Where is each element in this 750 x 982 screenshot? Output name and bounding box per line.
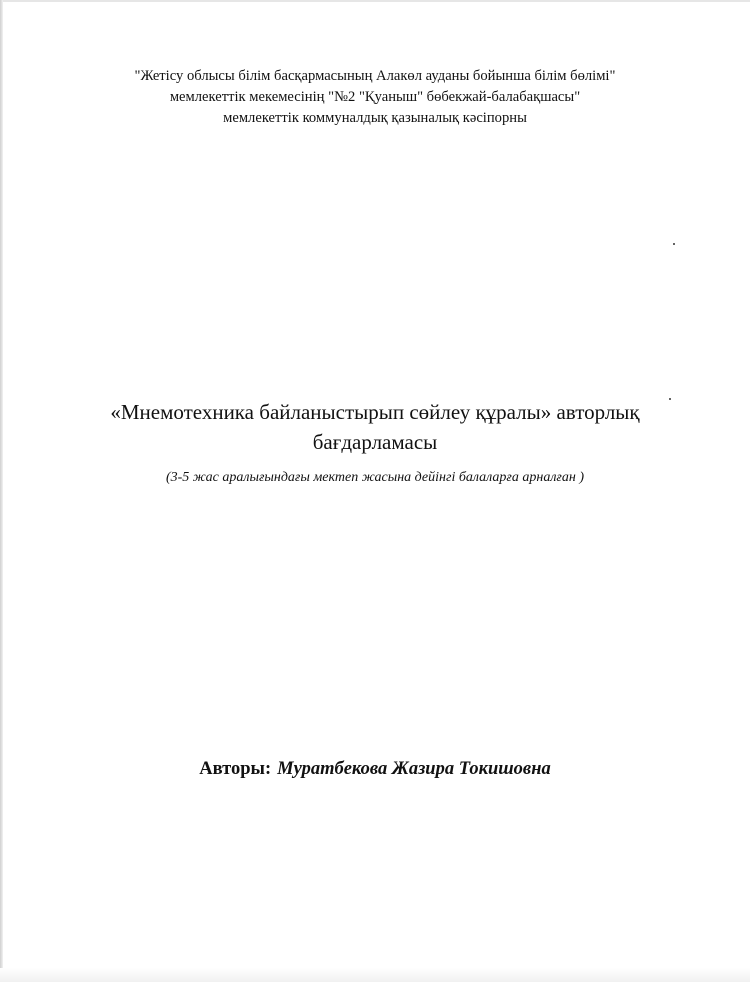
header-line-2: мемлекеттік мекемесінің "№2 "Қуаныш" бөбекжай-балабақшасы": [169, 89, 581, 105]
title-line-2: бағдарламасы: [312, 430, 438, 454]
authors-line: [60, 756, 690, 782]
page-left-edge: [0, 0, 3, 982]
header-line-1: "Жетісу облысы білім басқармасының Алакөл ауданы бойынша білім бөлімі": [134, 68, 616, 84]
page-bottom-edge: [0, 968, 750, 982]
title-line-1: «Мнемотехника байланыстырып сөйлеу құралы» авторлық: [110, 400, 640, 424]
authors-label: Авторы:: [199, 759, 272, 779]
program-subtitle: (3-5 жас аралығындағы мектеп жасына дейінгі балаларға арналған ): [165, 470, 585, 485]
scan-speck: [673, 243, 675, 245]
page-top-edge: [0, 0, 750, 2]
author-name: Муратбекова Жазира Токишовна: [277, 759, 551, 779]
header-line-3: мемлекеттік коммуналдық қазыналық кәсіпорны: [223, 110, 527, 126]
organization-header: [60, 66, 690, 129]
program-title: [60, 397, 690, 457]
scan-speck: [669, 398, 671, 400]
